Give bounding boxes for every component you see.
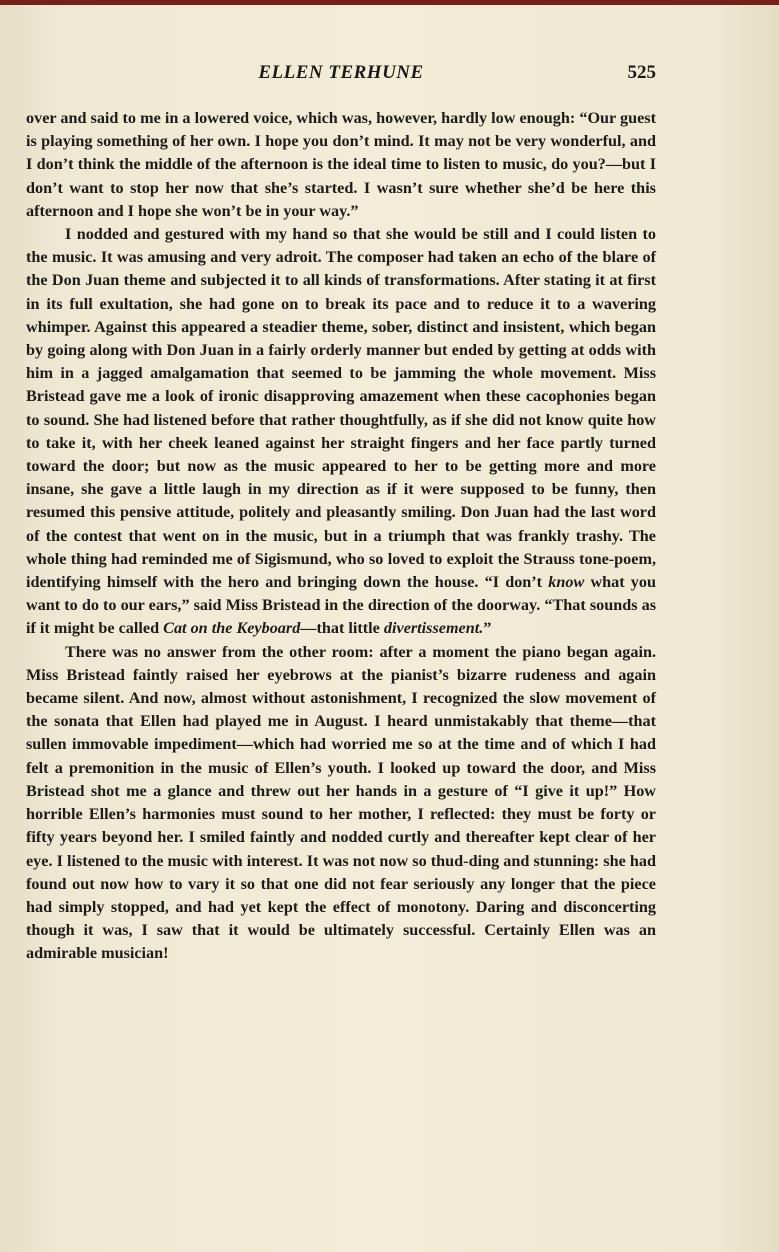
paragraph-text: There was no answer from the other room: after a moment the piano began again. Miss Bristead faintly raised her eyebrows at the pianist’s bizarre rudeness and again became silent. And now, almost without astonishment, I recognized the slow movement of the sonata that Ellen had played me in August. I heard unmistakably that theme—that sullen immovable impediment—which had worried me so at the time and of which I had felt a premonition in the music of Ellen’s youth. I looked up toward the door, and Miss Bristead shot me a glance and threw out her hands in a gesture of “I give it up!” How horrible Ellen’s harmonies must sound to her mother, I reflected: they must be forty or fifty years beyond her. I smiled faintly and nodded curtly and thereafter kept clear of her eye. I listened to the music with interest. It was not now so thud-ding and stunning: she had found out now how to vary it so that one did not fear seriously any longer that the piece had simply stopped, and had yet kept the effect of monotony. Daring and disconcerting though it was, I saw that it would be ultimately successful. Certainly Ellen was an admirable musician! xyxy=(26,642,656,963)
body-text xyxy=(26,107,656,966)
page-top-edge xyxy=(0,0,779,5)
italic-text: know xyxy=(548,573,585,592)
paragraph-text: ” xyxy=(483,619,492,638)
paragraph xyxy=(26,641,656,966)
italic-text: divertissement. xyxy=(383,619,484,638)
paragraph-text: —that little xyxy=(300,619,384,638)
italic-text: Cat on the Keyboard xyxy=(163,619,301,638)
page-header xyxy=(26,62,656,88)
paragraph-text: what you want to do to our ears,” said Miss Bristead in the direction of the doorway. “That sounds as if it might be called xyxy=(26,573,656,638)
paragraph xyxy=(26,107,656,223)
page-number: 525 xyxy=(627,62,656,83)
paragraph-text: I nodded and gestured with my hand so that she would be still and I could listen to the music. It was amusing and very adroit. The composer had taken an echo of the blare of the Don Juan theme and subjected it to all kinds of transformations. After stating it at first in its full exultation, she had gone on to break its pace and to reduce it to a wavering whimper. Against this appeared a steadier theme, sober, distinct and insistent, which began by going along with Don Juan in a fairly orderly manner but ended by getting at odds with him in a jagged amalgamation that seemed to be jamming the whole movement. Miss Bristead gave me a look of ironic disapproving amazement when these cacophonies began to sound. She had listened before that rather thoughtfully, as if she did not know quite how to take it, with her cheek leaned against her straight fingers and her face partly turned toward the door; but now as the music appeared to her to be getting more and more insane, she gave a little laugh in my direction as if it were supposed to be funny, then resumed this pensive attitude, politely and pleasantly smiling. Don Juan had the last word of the contest that went on in the music, but in a triumph that was frankly trashy. The whole thing had reminded me of Sigismund, who so loved to exploit the Strauss tone-poem, identifying himself with the hero and bringing down the house. “I don’t xyxy=(26,225,656,592)
running-head: ELLEN TERHUNE xyxy=(258,62,424,83)
paragraph xyxy=(26,223,656,641)
paragraph-text: over and said to me in a lowered voice, which was, however, hardly low enough: “Our guest is playing something of her own. I hope you don’t mind. It may not be very wonderful, and I don’t think the middle of the afternoon is the ideal time to listen to music, do you?—but I don’t want to stop her now that she’s started. I wasn’t sure whether she’d be here this afternoon and I hope she won’t be in your way.” xyxy=(26,109,656,220)
